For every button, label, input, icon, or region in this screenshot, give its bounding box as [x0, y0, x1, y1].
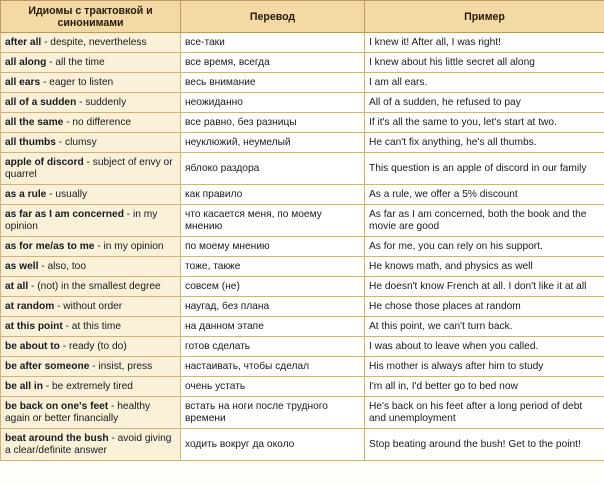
idiom-phrase: all thumbs	[5, 136, 56, 148]
translation-cell: как правило	[181, 185, 365, 205]
example-cell: Stop beating around the bush! Get to the point!	[365, 429, 604, 461]
idiom-gloss: - healthy again or better financially	[5, 400, 151, 424]
translation-cell: все равно, без разницы	[181, 113, 365, 133]
example-cell: All of a sudden, he refused to pay	[365, 93, 604, 113]
table-row	[1, 33, 604, 53]
table-row	[1, 237, 604, 257]
table-row	[1, 377, 604, 397]
idiom-phrase: all of a sudden	[5, 96, 77, 108]
idiom-phrase: at random	[5, 300, 55, 312]
translation-cell: наугад, без плана	[181, 297, 365, 317]
idiom-phrase: be back on one's feet	[5, 400, 109, 412]
translation-cell: тоже, также	[181, 257, 365, 277]
example-cell: At this point, we can't turn back.	[365, 317, 604, 337]
idiom-gloss: - all the time	[46, 56, 105, 68]
idiom-gloss: - usually	[46, 188, 88, 200]
idiom-cell	[1, 93, 181, 113]
idiom-cell	[1, 277, 181, 297]
idiom-cell	[1, 53, 181, 73]
idiom-phrase: all ears	[5, 76, 41, 88]
idiom-phrase: be about to	[5, 340, 60, 352]
translation-cell: что касается меня, по моему мнению	[181, 205, 365, 237]
table-row	[1, 185, 604, 205]
idiom-gloss: - in my opinion	[5, 208, 158, 232]
idiom-cell	[1, 73, 181, 93]
example-cell: I was about to leave when you called.	[365, 337, 604, 357]
table-row	[1, 93, 604, 113]
example-cell: As far as I am concerned, both the book and the movie are good	[365, 205, 604, 237]
idiom-phrase: all the same	[5, 116, 64, 128]
idiom-phrase: at this point	[5, 320, 63, 332]
header-translation: Перевод	[181, 1, 365, 33]
table-row	[1, 297, 604, 317]
idiom-cell	[1, 257, 181, 277]
table-row	[1, 397, 604, 429]
idiom-cell	[1, 113, 181, 133]
example-cell: His mother is always after him to study	[365, 357, 604, 377]
table-row	[1, 317, 604, 337]
idiom-cell	[1, 205, 181, 237]
example-cell: I knew it! After all, I was right!	[365, 33, 604, 53]
idiom-gloss: - eager to listen	[40, 76, 114, 88]
translation-cell: встать на ноги после трудного времени	[181, 397, 365, 429]
translation-cell: ходить вокруг да около	[181, 429, 365, 461]
idiom-cell	[1, 153, 181, 185]
translation-cell: все-таки	[181, 33, 365, 53]
table-row	[1, 337, 604, 357]
idiom-gloss: - (not) in the smallest degree	[28, 280, 161, 292]
idiom-gloss: - at this time	[62, 320, 122, 332]
table-row	[1, 205, 604, 237]
idiom-gloss: - ready (to do)	[59, 340, 127, 352]
translation-cell: настаивать, чтобы сделал	[181, 357, 365, 377]
idiom-gloss: - be extremely tired	[42, 380, 133, 392]
idiom-cell	[1, 237, 181, 257]
idiom-phrase: as for me/as to me	[5, 240, 95, 252]
idiom-cell	[1, 185, 181, 205]
example-cell: As for me, you can rely on his support.	[365, 237, 604, 257]
idiom-phrase: all along	[5, 56, 47, 68]
idiom-phrase: as a rule	[5, 188, 47, 200]
idiom-phrase: as far as I am concerned	[5, 208, 124, 220]
example-cell: He's back on his feet after a long period of debt and unemployment	[365, 397, 604, 429]
idiom-gloss: - also, too	[38, 260, 86, 272]
example-cell: He chose those places at random	[365, 297, 604, 317]
idiom-phrase: beat around the bush	[5, 432, 109, 444]
idiom-cell	[1, 377, 181, 397]
header-example: Пример	[365, 1, 604, 33]
translation-cell: неожиданно	[181, 93, 365, 113]
example-cell: I'm all in, I'd better go to bed now	[365, 377, 604, 397]
idiom-phrase: after all	[5, 36, 42, 48]
header-row	[1, 1, 604, 33]
idiom-cell	[1, 337, 181, 357]
example-cell: I knew about his little secret all along	[365, 53, 604, 73]
table-row	[1, 153, 604, 185]
idiom-cell	[1, 297, 181, 317]
idiom-cell	[1, 133, 181, 153]
idiom-cell	[1, 317, 181, 337]
example-cell: He can't fix anything, he's all thumbs.	[365, 133, 604, 153]
table-row	[1, 53, 604, 73]
idiom-gloss: - in my opinion	[94, 240, 164, 252]
table-row	[1, 429, 604, 461]
idiom-cell	[1, 357, 181, 377]
translation-cell: все время, всегда	[181, 53, 365, 73]
idiom-phrase: at all	[5, 280, 29, 292]
idiom-gloss: - clumsy	[55, 136, 97, 148]
example-cell: This question is an apple of discord in our family	[365, 153, 604, 185]
translation-cell: неуклюжий, неумелый	[181, 133, 365, 153]
translation-cell: яблоко раздора	[181, 153, 365, 185]
idiom-cell	[1, 397, 181, 429]
table-row	[1, 73, 604, 93]
translation-cell: по моему мнению	[181, 237, 365, 257]
example-cell: He knows math, and physics as well	[365, 257, 604, 277]
translation-cell: на данном этапе	[181, 317, 365, 337]
idiom-gloss: - suddenly	[76, 96, 127, 108]
translation-cell: очень устать	[181, 377, 365, 397]
idiom-phrase: be after someone	[5, 360, 90, 372]
idiom-cell	[1, 33, 181, 53]
idiom-gloss: - despite, nevertheless	[41, 36, 147, 48]
idiom-gloss: - avoid giving a clear/definite answer	[5, 432, 172, 456]
example-cell: He doesn't know French at all. I don't like it at all	[365, 277, 604, 297]
idiom-phrase: apple of discord	[5, 156, 84, 168]
idiom-phrase: as well	[5, 260, 39, 272]
translation-cell: весь внимание	[181, 73, 365, 93]
table-row	[1, 277, 604, 297]
idiom-cell	[1, 429, 181, 461]
idiom-gloss: - no difference	[63, 116, 132, 128]
example-cell: If it's all the same to you, let's start at two.	[365, 113, 604, 133]
table-row	[1, 257, 604, 277]
example-cell: I am all ears.	[365, 73, 604, 93]
idiom-gloss: - subject of envy or quarrel	[5, 156, 173, 180]
translation-cell: готов сделать	[181, 337, 365, 357]
idiom-gloss: - without order	[54, 300, 123, 312]
example-cell: As a rule, we offer a 5% discount	[365, 185, 604, 205]
table-row	[1, 113, 604, 133]
table-row	[1, 133, 604, 153]
translation-cell: совсем (не)	[181, 277, 365, 297]
idiom-phrase: be all in	[5, 380, 43, 392]
idiom-gloss: - insist, press	[89, 360, 153, 372]
table-row	[1, 357, 604, 377]
header-idiom: Идиомы с трактовкой и синонимами	[1, 1, 181, 33]
